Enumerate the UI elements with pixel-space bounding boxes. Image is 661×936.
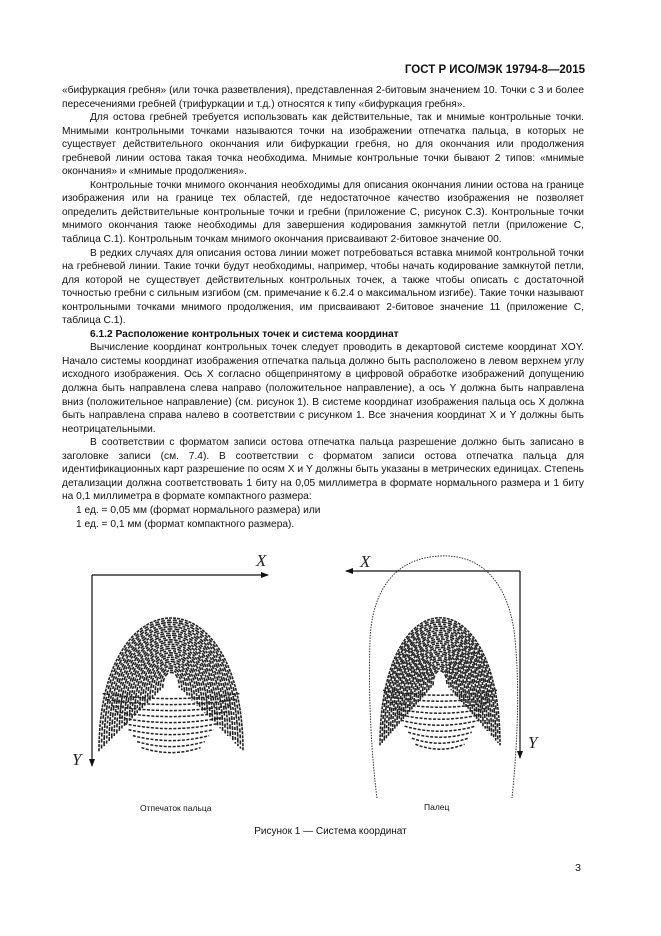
page-number: 3 <box>575 862 581 874</box>
paragraph: Вычисление координат контрольных точек следует проводить в декартовой системе координат XOY. Начало системы координат изображения отпечатка пальца должно быть расположено в левом верхнем углу исходного изображения. Ось X согласно общепринятому в цифровой обработке изображений допущению должна быть направлена слева направо (положительное направление), а ось Y должна быть направлена вниз (положительное направление) (см. рисунок 1). В системе координат изображения пальца ось X должна быть направлена справа налево в соответствии с рисунком 1. Все значения координат X и Y должны быть неотрицательными. <box>62 342 584 435</box>
coordinate-system-figure <box>0 540 661 840</box>
left-x-axis-label: X <box>256 551 267 570</box>
figure-caption: Рисунок 1 — Система координат <box>254 826 407 837</box>
paragraph: В редких случаях для описания остова линии может потребоваться вставка мнимой контрольной точки на гребневой линии. Такие точки будут необходимы, например, чтобы начать кодирование замкнутой петли, для которой не существует действительных контрольных точек, а также чтобы описать с достаточной точностью гребни с сильным изгибом (см. примечание к 6.2.4 о максимальном изгибе). Такие точки называют контрольными точками мнимого продолжения, им присваивают 2-битовое значение 11 (приложение С, таблица С.1). <box>62 247 584 327</box>
paragraph: Контрольные точки мнимого окончания необходимы для описания окончания линии остова на границе изображения или на границе тех областей, где недостаточное качество изображения не позволяет определить действительные контрольные точки и гребни (приложение С, рисунок С.3). Контрольные точки мнимого окончания также необходимы для завершения кодирования замкнутой петли (приложение С, таблица С.1). Контрольным точкам мнимого окончания присваивают 2-битовое значение 00. <box>62 179 584 246</box>
finger-caption: Палец <box>424 802 450 812</box>
fingerprint-image-caption: Отпечаток пальца <box>140 803 212 813</box>
right-x-axis-label: X <box>360 552 371 571</box>
paragraph: 1 ед. = 0,1 мм (формат компактного размера). <box>76 518 295 530</box>
section-heading: 6.1.2 Расположение контрольных точек и система координат <box>90 328 399 340</box>
paragraph: В соответствии с форматом записи остова отпечатка пальца разрешение должно быть записано в заголовке записи (см. 7.4). В соответствии с форматом записи остова отпечатка пальца для идентификационных карт разрешение по осям X и Y должны быть указаны в метрических единицах. Степень детализации должна соответствовать 1 биту на 0,05 миллиметра в формате нормального размера и 1 биту на 0,1 миллиметра в формате компактного размера: <box>62 437 584 503</box>
finger-print <box>380 618 500 749</box>
fingerprint-image <box>99 618 243 753</box>
document-header: ГОСТ Р ИСО/МЭК 19794-8—2015 <box>404 64 585 76</box>
paragraph: 1 ед. = 0,05 мм (формат нормального размера) или <box>76 504 321 516</box>
finger-axes <box>346 552 539 798</box>
left-y-axis-label: Y <box>72 750 82 769</box>
paragraph: «бифуркация гребня» (или точка разветвления), представленная 2-битовым значением 10. Точки с 3 и более пересечениями гребней (трифуркации и т.д.) относятся к типу «бифуркация гребня». <box>62 85 584 110</box>
right-y-axis-label: Y <box>528 733 538 752</box>
paragraph: Для остова гребней требуется использовать как действительные, так и мнимые контрольные точки. Мнимыми контрольными точками называются точки на изображении отпечатка пальца, в которых не существует действительного окончания или бифуркации гребня, но для окончания или продолжения гребневой линии остова такая точка необходима. Мнимые контрольные точки бывают 2 типов: «мнимые окончания» и «мнимые продолжения». <box>62 112 584 178</box>
body-text <box>62 84 584 531</box>
